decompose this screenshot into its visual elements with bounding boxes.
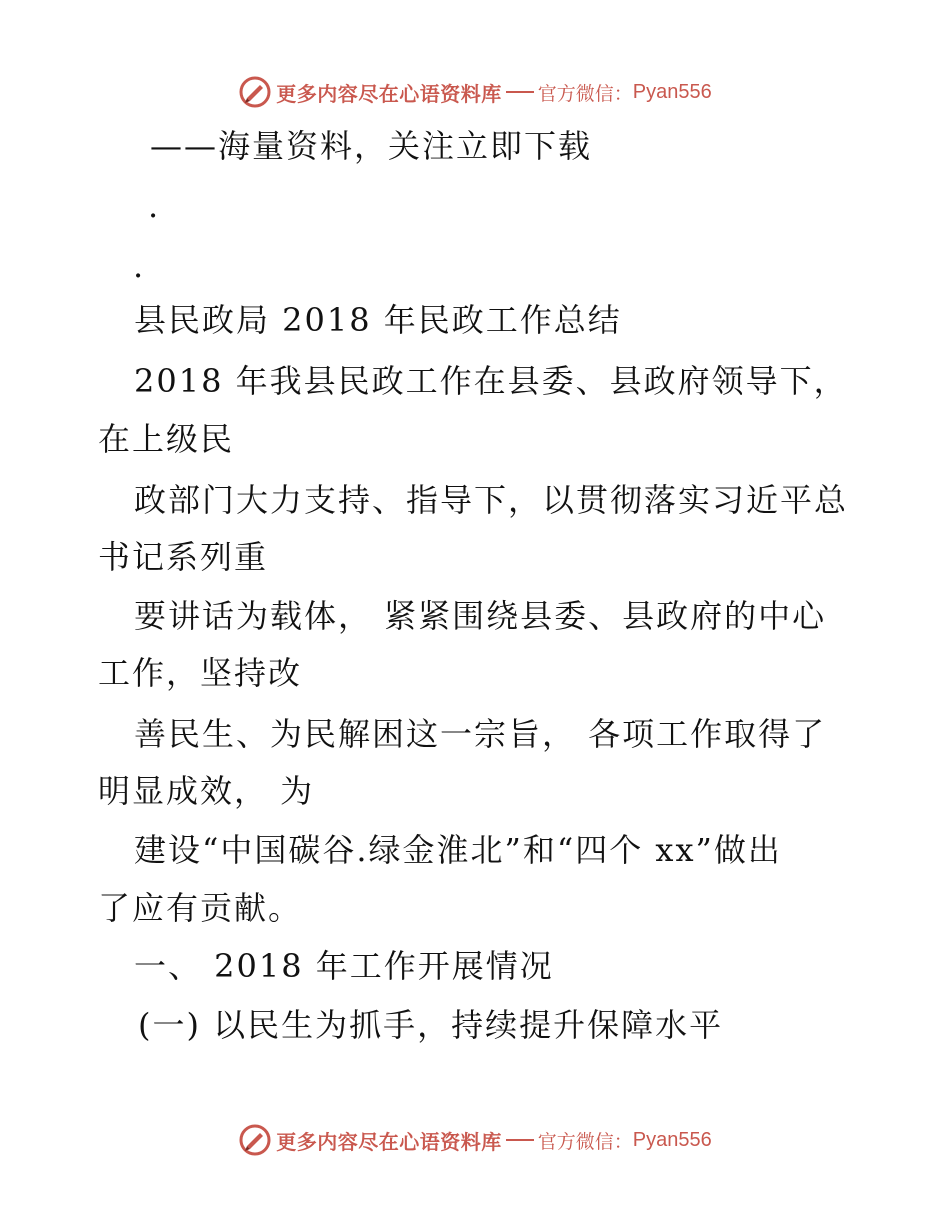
paragraph-line: 政部门大力支持、指导下，以贯彻落实习近平总 [134, 481, 849, 519]
banner-wechat-id: Pyan556 [632, 80, 712, 103]
banner-wechat-label: 官方微信： [537, 82, 633, 105]
paragraph-line: 明显成效， 为 [98, 772, 315, 810]
dot-line-1: . [148, 187, 161, 225]
paragraph-line: 书记系列重 [98, 538, 269, 576]
paragraph-line: 在上级民 [98, 420, 235, 458]
document-title: 县民政局 2018 年民政工作总结 [134, 301, 622, 339]
header-banner [0, 72, 950, 112]
paragraph-line: 2018 年我县民政工作在县委、县政府领导下， [134, 362, 848, 400]
paragraph-line: 了应有贡献。 [98, 889, 303, 927]
dot-line-2: . [133, 247, 146, 285]
banner-wechat-id: Pyan556 [632, 1128, 712, 1151]
tagline: ——海量资料，关注立即下载 [150, 127, 593, 165]
banner-dash [506, 1139, 534, 1141]
paragraph-line: 工作，坚持改 [98, 654, 303, 692]
banner-dash [506, 91, 534, 93]
brand-logo-icon [238, 1123, 272, 1157]
section-heading: 一、 2018 年工作开展情况 [134, 947, 554, 985]
paragraph-line: 建设“中国碳谷.绿金淮北”和“四个 xx”做出 [134, 831, 782, 869]
subsection-heading: (一) 以民生为抓手，持续提升保障水平 [138, 1006, 724, 1044]
footer-banner [0, 1120, 950, 1160]
brand-logo-icon [238, 75, 272, 109]
paragraph-line: 善民生、为民解困这一宗旨， 各项工作取得了 [134, 715, 827, 753]
paragraph-line: 要讲话为载体， 紧紧围绕县委、县政府的中心 [134, 597, 827, 635]
banner-brand-text: 更多内容尽在心语资料库 [276, 1129, 502, 1154]
banner-brand-text: 更多内容尽在心语资料库 [276, 81, 502, 106]
banner-wechat-label: 官方微信： [537, 1130, 633, 1153]
